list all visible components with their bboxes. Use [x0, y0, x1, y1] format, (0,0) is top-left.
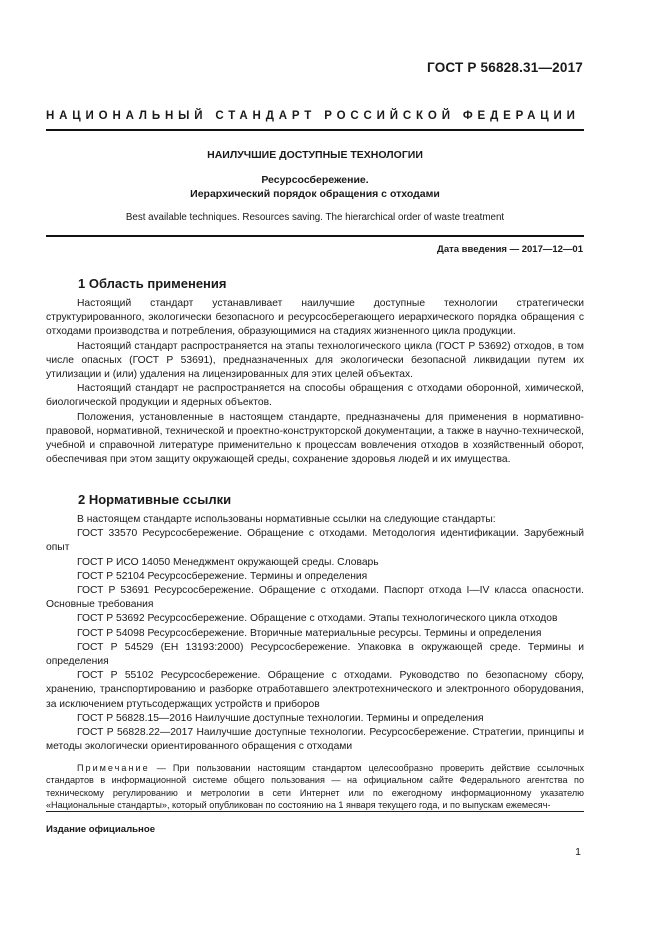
section-1-body: [46, 297, 584, 467]
reference-item: ГОСТ Р 56828.22—2017 Наилучшие доступные технологии. Ресурсосбережение. Стратегии, принципы и методы экологически ориентированного обращения с отходами: [46, 727, 584, 753]
note-text: — При пользовании настоящим стандартом целесообразно проверить действие ссылочных стандартов в информационной системе общего пользования — на официальном сайте Федерального агентства по техническому регулированию и метрологии в сети Интернет или по ежегодному информационному указателю «Национальные стандарты», который опубликован по состоянию на 1 января текущего года, и по выпускам ежемесяч-: [46, 763, 584, 810]
paragraph: Настоящий стандарт распространяется на этапы технологического цикла (ГОСТ Р 53692) отходов, в том числе опасных (ГОСТ Р 53691), предназначенных для экологически безопасной ликвидации путем их утилизации и (или) удаления на лицензированных для этих целей объектах.: [46, 340, 584, 381]
section-1-heading: 1 Область применения: [78, 276, 227, 291]
english-title: Best available techniques. Resources saving. The hierarchical order of waste treatment: [125, 212, 505, 223]
official-edition-label: Издание официальное: [46, 824, 156, 835]
header-divider: [46, 129, 584, 131]
reference-item: ГОСТ Р 55102 Ресурсосбережение. Обращение с отходами. Руководство по безопасному сбору, хранению, транспортированию и разборке отработавшего электротехнического и электронного оборудования, за исключением ртутьсодержащих устройств и приборов: [46, 670, 584, 710]
reference-item: ГОСТ Р 53691 Ресурсосбережение. Обращение с отходами. Паспорт отхода I—IV класса опасности. Основные требования: [46, 585, 584, 611]
title-divider: [46, 235, 584, 237]
reference-item: ГОСТ Р 54529 (ЕН 13193:2000) Ресурсосбережение. Упаковка в окружающей среде. Термины и определения: [46, 641, 584, 668]
paragraph: Настоящий стандарт не распространяется на способы обращения с отходами оборонной, химической, биологической продукции и ядерных объектов.: [46, 383, 584, 409]
national-standard-banner: НАЦИОНАЛЬНЫЙ СТАНДАРТ РОССИЙСКОЙ ФЕДЕРАЦИИ: [46, 110, 580, 122]
reference-item: ГОСТ Р 53692 Ресурсосбережение. Обращение с отходами. Этапы технологического цикла отходов: [77, 613, 558, 625]
gost-number: ГОСТ Р 56828.31—2017: [427, 60, 583, 75]
reference-item: ГОСТ Р 56828.15—2016 Наилучшие доступные технологии. Термины и определения: [77, 712, 484, 724]
reference-item: ГОСТ Р 54098 Ресурсосбережение. Вторичные материальные ресурсы. Термины и определения: [77, 627, 542, 639]
reference-item: ГОСТ Р 52104 Ресурсосбережение. Термины и определения: [77, 570, 368, 582]
page-number: 1: [575, 846, 581, 858]
document-title: НАИЛУЧШИЕ ДОСТУПНЫЕ ТЕХНОЛОГИИ: [207, 149, 423, 161]
document-subtitle-line1: Ресурсосбережение.: [261, 174, 369, 186]
document-subtitle-line2: Иерархический порядок обращения с отходами: [190, 188, 440, 200]
footer-divider: [46, 811, 584, 812]
paragraph: Положения, установленные в настоящем стандарте, предназначены для применения в нормативно-правовой, нормативной, технической и проектно-конструкторской документации, а также в научно-технической, учебной и справочной литературе применительно к процессам вовлечения отходов в хозяйственный оборот, обеспечивая при этом защиту окружающей среды, сохранение здоровья людей и их имущества.: [46, 411, 584, 466]
section-2-body: [46, 513, 584, 754]
paragraph: В настоящем стандарте использованы нормативные ссылки на следующие стандарты:: [77, 514, 496, 525]
note-label: Примечание: [77, 763, 150, 773]
reference-item: ГОСТ Р ИСО 14050 Менеджмент окружающей среды. Словарь: [77, 556, 379, 568]
reference-item: ГОСТ 33570 Ресурсосбережение. Обращение с отходами. Методология идентификации. Зарубежный опыт: [46, 528, 584, 554]
section-2-heading: 2 Нормативные ссылки: [78, 492, 232, 507]
paragraph: Настоящий стандарт устанавливает наилучшие доступные технологии стратегически структурированного, экологически безопасного и ресурсосберегающего иерархического порядка обращения с отходами производства и потребления, образующимися на стадиях жизненного цикла продукции.: [46, 298, 584, 338]
introduction-date: Дата введения — 2017—12—01: [437, 244, 583, 255]
note: [46, 762, 584, 811]
